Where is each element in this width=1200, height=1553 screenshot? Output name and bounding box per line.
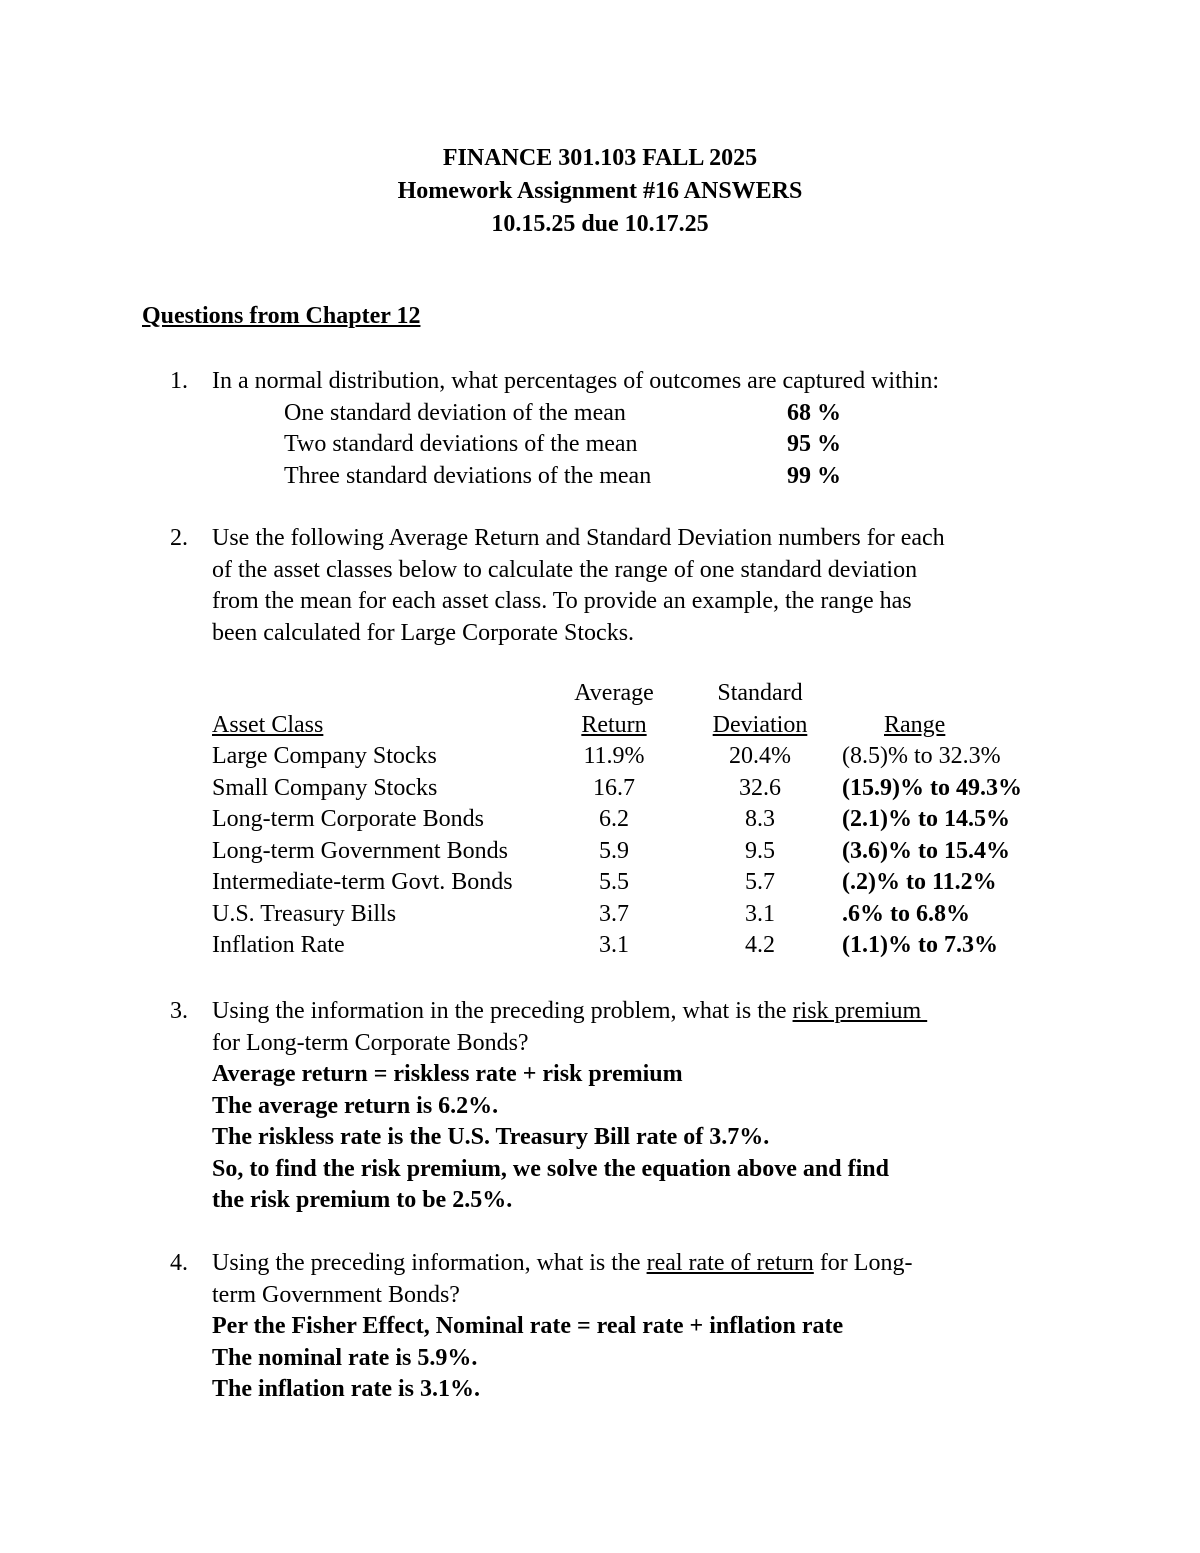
answer-line: Per the Fisher Effect, Nominal rate = real rate + inflation rate	[212, 1313, 844, 1339]
question-number: 2.	[170, 525, 188, 551]
answer-line: So, to find the risk premium, we solve the equation above and find	[212, 1155, 889, 1182]
asset-name: Intermediate-term Govt. Bonds	[212, 869, 513, 895]
asset-class-table	[212, 678, 1072, 962]
section-title: Questions from Chapter 12	[142, 303, 421, 329]
range: (8.5)% to 32.3%	[842, 743, 1001, 769]
standard-deviation: 3.1	[745, 900, 775, 927]
header-standard: Standard	[717, 680, 803, 706]
answer-line: The inflation rate is 3.1%.	[212, 1376, 480, 1402]
key-term: real rate of return	[646, 1250, 814, 1276]
table-row	[212, 804, 1072, 836]
question-text-line: from the mean for each asset class. To provide an example, the range has	[212, 588, 912, 614]
key-term: risk premium	[792, 998, 928, 1024]
course-title: FINANCE 301.103 FALL 2025	[442, 145, 758, 171]
average-return: 3.1	[599, 932, 629, 958]
assignment-title: Homework Assignment #16 ANSWERS	[397, 178, 803, 204]
sd-label: Two standard deviations of the mean	[284, 431, 638, 457]
question-text: Using the information in the preceding problem, what is the	[212, 998, 793, 1024]
asset-name: Inflation Rate	[212, 932, 345, 958]
asset-name: Large Company Stocks	[212, 743, 437, 769]
asset-name: Small Company Stocks	[212, 774, 438, 801]
standard-deviation: 4.2	[745, 932, 775, 958]
assignment-dates: 10.15.25 due 10.17.25	[491, 211, 709, 237]
sd-row	[212, 429, 1070, 461]
question-1	[170, 366, 1070, 492]
question-text: Using the preceding information, what is the	[212, 1250, 647, 1276]
sd-value: 68 %	[787, 399, 841, 426]
header-average: Average	[574, 680, 654, 706]
asset-name: U.S. Treasury Bills	[212, 900, 397, 927]
table-header	[212, 710, 1072, 742]
range: (2.1)% to 14.5%	[842, 806, 1010, 832]
header-asset-class: Asset Class	[212, 711, 324, 738]
average-return: 5.9	[599, 837, 629, 864]
sd-value: 95 %	[787, 431, 841, 457]
question-text-line: Use the following Average Return and Standard Deviation numbers for each	[212, 525, 945, 551]
question-text-line	[212, 996, 1070, 1028]
document-header	[0, 142, 1200, 241]
range: .6% to 6.8%	[842, 900, 970, 927]
range: (.2)% to 11.2%	[842, 869, 997, 895]
question-text: for Long-	[813, 1250, 913, 1276]
question-text-line: for Long-term Corporate Bonds?	[212, 1029, 529, 1056]
average-return: 5.5	[599, 869, 629, 895]
average-return: 3.7	[599, 900, 629, 927]
sd-value: 99 %	[787, 462, 841, 489]
answer-line: Average return = riskless rate + risk premium	[212, 1061, 683, 1087]
table-row	[212, 836, 1072, 868]
standard-deviation: 32.6	[739, 774, 781, 801]
header-return: Return	[581, 711, 647, 738]
question-number: 1.	[170, 368, 188, 394]
question-number: 4.	[170, 1250, 188, 1276]
standard-deviation: 5.7	[745, 869, 775, 895]
question-4	[170, 1248, 1070, 1406]
answer-line: The riskless rate is the U.S. Treasury Bill rate of 3.7%.	[212, 1124, 770, 1150]
question-text-line: term Government Bonds?	[212, 1281, 460, 1308]
asset-name: Long-term Corporate Bonds	[212, 806, 484, 832]
header-range: Range	[884, 711, 946, 738]
range: (1.1)% to 7.3%	[842, 932, 998, 958]
average-return: 11.9%	[583, 743, 645, 769]
question-number: 3.	[170, 998, 188, 1024]
answer-line: The nominal rate is 5.9%.	[212, 1344, 478, 1371]
table-row	[212, 899, 1072, 931]
standard-deviation: 8.3	[745, 806, 775, 832]
answer-line: The average return is 6.2%.	[212, 1092, 499, 1119]
header-deviation: Deviation	[712, 711, 808, 738]
table-row	[212, 867, 1072, 899]
range: (3.6)% to 15.4%	[842, 837, 1010, 864]
question-text-line: been calculated for Large Corporate Stocks.	[212, 619, 635, 646]
average-return: 6.2	[599, 806, 629, 832]
question-3	[170, 996, 1070, 1217]
sd-label: One standard deviation of the mean	[284, 399, 626, 426]
sd-row	[212, 398, 1070, 430]
table-row	[212, 773, 1072, 805]
question-text-line: of the asset classes below to calculate the range of one standard deviation	[212, 556, 918, 583]
sd-row	[212, 461, 1070, 493]
answer-line: the risk premium to be 2.5%.	[212, 1187, 513, 1213]
table-header-top	[212, 678, 1072, 710]
range: (15.9)% to 49.3%	[842, 774, 1022, 801]
asset-name: Long-term Government Bonds	[212, 837, 508, 864]
average-return: 16.7	[593, 774, 635, 801]
table-row	[212, 741, 1072, 773]
standard-deviation: 20.4%	[729, 743, 791, 769]
standard-deviation: 9.5	[745, 837, 775, 864]
question-text: In a normal distribution, what percentages of outcomes are captured within:	[212, 368, 940, 394]
table-row	[212, 930, 1072, 962]
sd-label: Three standard deviations of the mean	[284, 462, 652, 489]
question-2	[170, 523, 1070, 649]
question-text-line	[212, 1248, 1070, 1280]
